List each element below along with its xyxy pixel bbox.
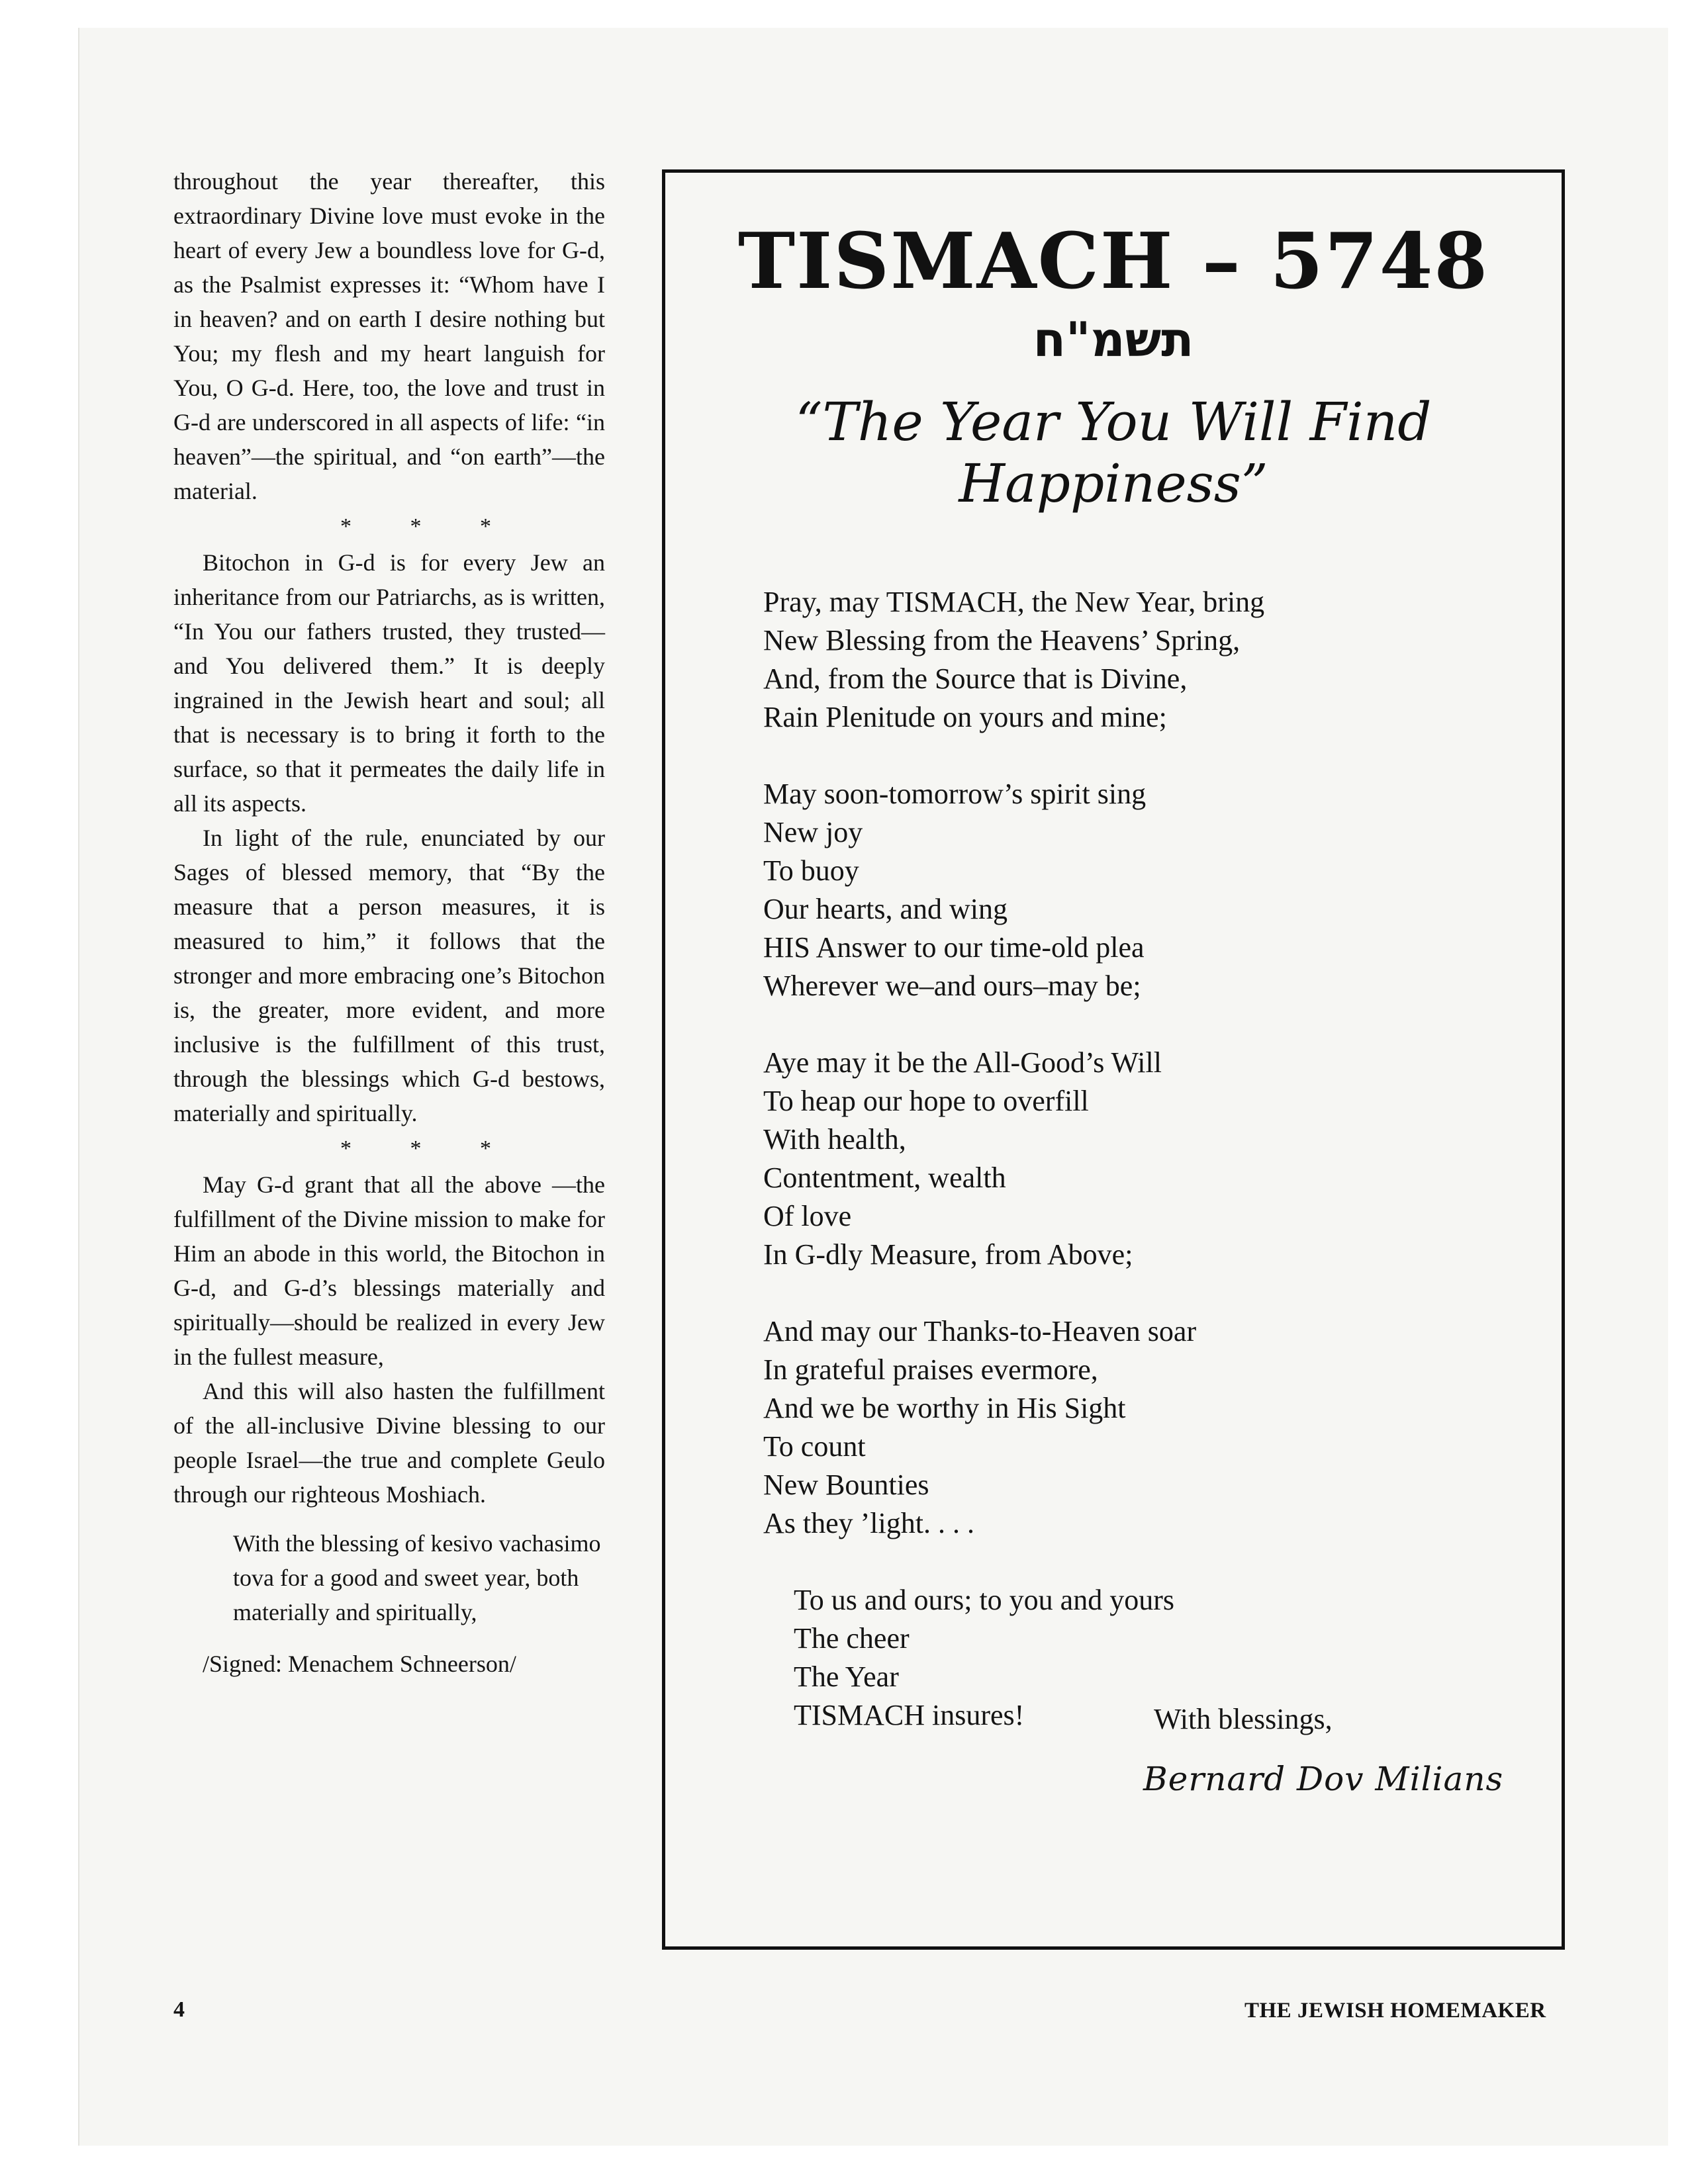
article-paragraph: throughout the year thereafter, this extraordinary Divine love must evoke in the heart of every Jew a boundless love for G-d, as the Psalmist expresses it: “Whom have I in heaven? and on earth I desire nothing but You; my flesh and my heart languish for You, O G-d. Here, too, the love and trust in G-d are underscored in all aspects of life: “in heaven”—the spiritual, and “on earth”—the material. xyxy=(173,168,605,504)
poem-line: In G-dly Measure, from Above; xyxy=(763,1238,1133,1271)
poem-line: To heap our hope to overfill xyxy=(763,1085,1089,1117)
poem-line: New Bounties xyxy=(763,1469,929,1501)
poem-line: As they ’light. . . . xyxy=(763,1507,974,1539)
poem-signature-block xyxy=(1143,1700,1524,1798)
poem-line: The Year xyxy=(794,1661,899,1693)
poem-line: Wherever we–and ours–may be; xyxy=(763,970,1141,1002)
poem-line: To us and ours; to you and yours xyxy=(794,1584,1174,1616)
poem-line: TISMACH insures! xyxy=(794,1699,1025,1731)
article-paragraph: May G-d grant that all the above —the fulfillment of the Divine mission to make for Him an abode in this world, the Bitochon in G-d, and G-d’s blessings materially and spiritually—should be realized in every Jew in the fullest measure, xyxy=(173,1171,605,1370)
poem-stanza xyxy=(763,1312,1524,1543)
poem-line: Of love xyxy=(763,1200,852,1232)
poem-line: Contentment, wealth xyxy=(763,1161,1006,1194)
salutation: With blessings, xyxy=(1154,1703,1333,1735)
poem-line: To count xyxy=(763,1430,866,1463)
poem-body xyxy=(763,583,1524,1773)
article-paragraph: And this will also hasten the fulfillment of the all-inclusive Divine blessing to our people Israel—the true and complete Geulo through our righteous Moshiach. xyxy=(173,1378,605,1508)
poem-line: And, from the Source that is Divine, xyxy=(763,662,1188,695)
closing-blessing: With the blessing of kesivo vachasimo tova for a good and sweet year, both materially and spiritually, xyxy=(233,1530,601,1625)
article-paragraph: Bitochon in G-d is for every Jew an inheritance from our Patriarchs, as is written, “In You our fathers trusted, they trusted—and You delivered them.” It is deeply ingrained in the Jewish heart and soul; all that is necessary is to bring it forth to the surface, so that it permeates the daily life in all its aspects. xyxy=(173,549,605,817)
poem-line: Pray, may TISMACH, the New Year, bring xyxy=(763,586,1265,618)
poem-line: In grateful praises evermore, xyxy=(763,1353,1098,1386)
poem-stanza xyxy=(763,1044,1524,1274)
poem-line: With health, xyxy=(763,1123,906,1156)
poem-line: May soon-tomorrow’s spirit sing xyxy=(763,778,1147,810)
signature-line: /Signed: Menachem Schneerson/ xyxy=(203,1651,516,1677)
author-signature: Bernard Dov Milians xyxy=(1143,1760,1504,1798)
left-column-article xyxy=(173,164,605,1681)
poem-line: New joy xyxy=(763,816,863,848)
section-separator: * * * xyxy=(340,1136,518,1161)
poem-title: TISMACH – 5748 xyxy=(737,216,1489,306)
publication-name: THE JEWISH HOMEMAKER xyxy=(1244,1999,1546,2023)
poem-subtitle: “The Year You Will Find Happiness” xyxy=(795,391,1432,514)
poem-line: Aye may it be the All-Good’s Will xyxy=(763,1046,1162,1079)
poem-line: And we be worthy in His Sight xyxy=(763,1392,1126,1424)
hebrew-title: תשמ"ח xyxy=(1033,312,1194,367)
poem-line: HIS Answer to our time-old plea xyxy=(763,931,1145,964)
poem-box xyxy=(662,169,1565,1950)
section-separator: * * * xyxy=(340,514,518,539)
poem-line: The cheer xyxy=(794,1622,910,1655)
page-number: 4 xyxy=(173,1997,185,2022)
poem-line: Our hearts, and wing xyxy=(763,893,1008,925)
article-paragraph: In light of the rule, enunciated by our Sages of blessed memory, that “By the measure that a person measures, it is measured to him,” it follows that the stronger and more embracing one’s Bitochon is, the greater, more evident, and more inclusive is the fulfillment of this trust, through the blessings which G-d bestows, materially and spiritually. xyxy=(173,825,605,1126)
poem-line: Rain Plenitude on yours and mine; xyxy=(763,701,1167,733)
poem-stanza xyxy=(763,775,1524,1005)
poem-line: New Blessing from the Heavens’ Spring, xyxy=(763,624,1241,657)
poem-stanza xyxy=(763,583,1524,737)
poem-line: To buoy xyxy=(763,854,859,887)
poem-line: And may our Thanks-to-Heaven soar xyxy=(763,1315,1197,1347)
